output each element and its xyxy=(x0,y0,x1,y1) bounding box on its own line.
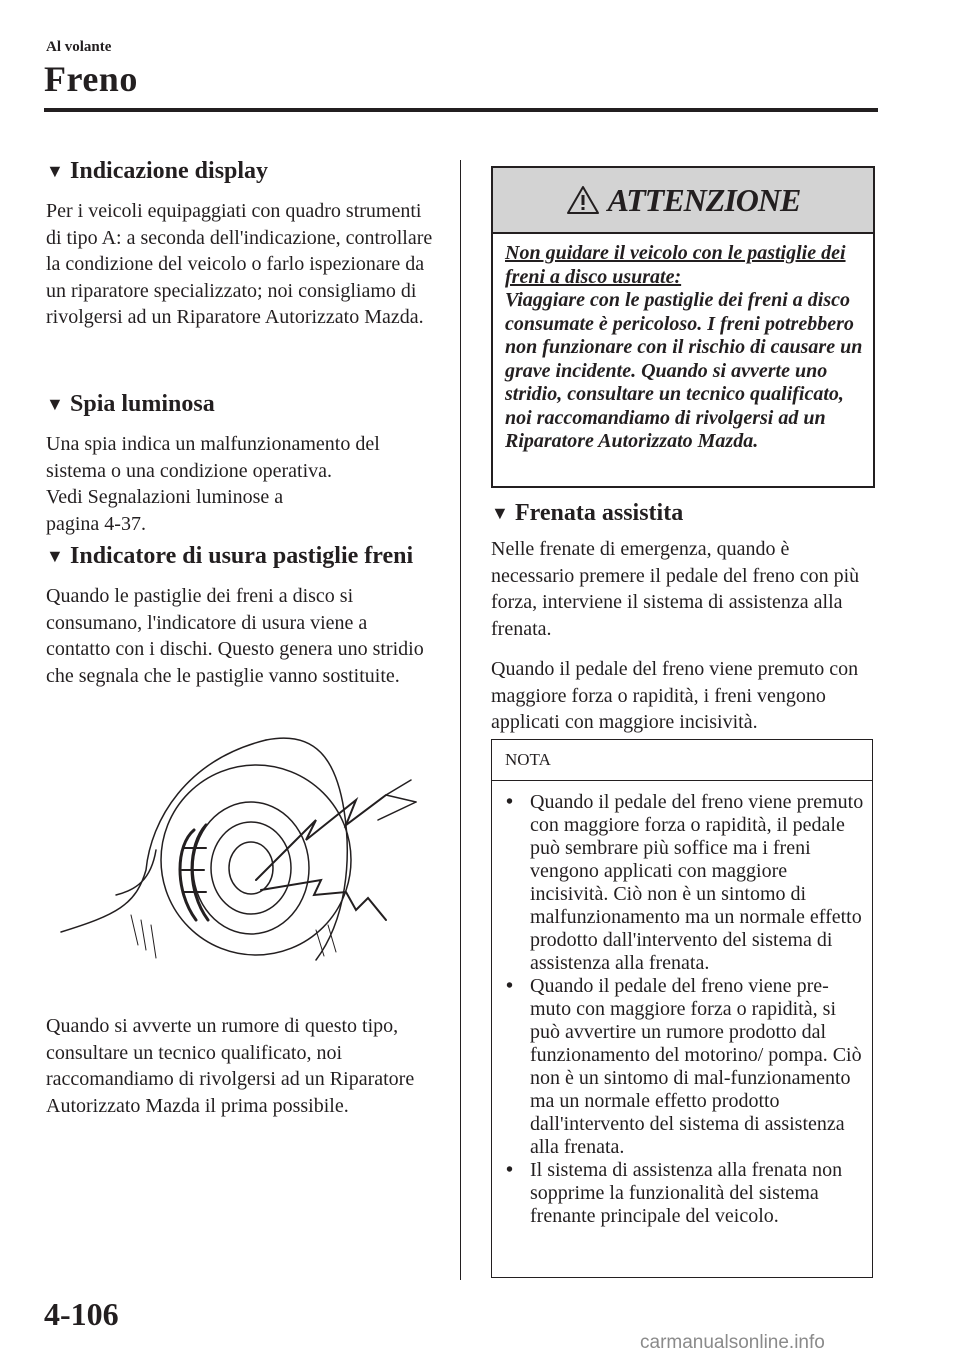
warning-underlined-text: Non guidare il veicolo con le pastiglie dei freni a disco usurate: xyxy=(505,242,846,288)
triangle-down-icon: ▼ xyxy=(46,394,64,414)
section-indicazione-display xyxy=(46,156,438,331)
column-divider xyxy=(460,160,461,1280)
bullet-icon: • xyxy=(506,1159,514,1181)
watermark: carmanualsonline.info xyxy=(640,1332,825,1353)
warning-box xyxy=(491,166,875,488)
heading-frenata-assistita: ▼ Frenata assistita xyxy=(491,500,684,526)
section-frenata-assistita xyxy=(491,498,877,736)
nota-title: NOTA xyxy=(492,740,872,781)
warning-triangle-icon xyxy=(566,185,600,215)
header-rule xyxy=(44,108,878,112)
heading-usura-pastiglie: ▼ Indicatore di usura pastiglie freni xyxy=(46,543,414,569)
list-item: • Quando il pedale del freno viene pre-muto con maggiore forza o rapidità, si può avvertire un rumore prodotto dal funzionamento del motorino/ pompa. Ciò non è un sintomo di mal-funzionamento ma un normale effetto prodotto dall'intervento del sistema di assistenza alla frenata. xyxy=(506,975,862,1158)
bullet-icon: • xyxy=(506,791,514,813)
page-number: 4-106 xyxy=(44,1296,119,1332)
section-label: Al volante xyxy=(46,39,112,55)
paragraph: Una spia indica un malfunzionamento del sistema o una condizione operativa. xyxy=(46,433,380,482)
triangle-down-icon: ▼ xyxy=(46,546,64,566)
nota-box xyxy=(491,739,873,1278)
paragraph: Per i veicoli equipaggiati con quadro strumenti di tipo A: a seconda dell'indicazione, controllare la condizione del veicolo o farlo ispezionare da un riparatore specializzato; noi consigliamo di rivolgersi ad un Riparatore Autorizzato Mazda. xyxy=(46,200,433,328)
paragraph-after-illustration: Quando si avverte un rumore di questo tipo, consultare un tecnico qualificato, noi raccomandiamo di rivolgersi ad un Riparatore Autorizzato Mazda il prima possibile. xyxy=(46,1015,415,1117)
paragraph: Quando il pedale del freno viene premuto con maggiore forza o rapidità, i freni vengono applicati con maggiore incisività. xyxy=(491,658,859,733)
section-usura-pastiglie xyxy=(46,541,446,689)
page-reference: Vedi Segnalazioni luminose a pagina 4-37. xyxy=(46,486,284,535)
nota-list xyxy=(492,781,872,1228)
heading-spia-luminosa: ▼ Spia luminosa xyxy=(46,391,215,417)
section-spia-luminosa xyxy=(46,389,438,537)
list-item: • Quando il pedale del freno viene premuto con maggiore forza o rapidità, il pedale può sembrare più soffice ma i freni vengono applicati con maggiore incisività. Ciò non è un sintomo di malfunzionamento ma un normale effetto prodotto dall'intervento del sistema di assistenza alla frenata. xyxy=(506,791,864,974)
brake-pad-wear-illustration xyxy=(56,720,426,982)
warning-text: Viaggiare con le pastiglie dei freni a disco consumate è pericoloso. I freni potrebbero non funzionare con il rischio di causare un grave incidente. Quando si avverte uno stridio, consultare un tecnico qualificato, noi raccomandiamo di rivolgersi ad un Riparatore Autorizzato Mazda. xyxy=(505,289,863,452)
list-item: • Il sistema di assistenza alla frenata non sopprime la funzionalità del sistema frenante principale del veicolo. xyxy=(506,1159,843,1227)
warning-body xyxy=(493,234,873,454)
bullet-icon: • xyxy=(506,975,514,997)
heading-indicazione-display: ▼ Indicazione display xyxy=(46,158,269,184)
page-title: Freno xyxy=(44,59,138,99)
warning-title: ATTENZIONE xyxy=(607,181,801,218)
warning-header xyxy=(493,168,873,234)
triangle-down-icon: ▼ xyxy=(491,503,509,523)
triangle-down-icon: ▼ xyxy=(46,161,64,181)
paragraph: Nelle frenate di emergenza, quando è necessario premere il pedale del freno con più forza, interviene il sistema di assistenza alla frenata. xyxy=(491,538,860,640)
paragraph: Quando le pastiglie dei freni a disco si consumano, l'indicatore di usura viene a contatto con i dischi. Questo genera uno stridio che segnala che le pastiglie vanno sostituite. xyxy=(46,585,424,687)
